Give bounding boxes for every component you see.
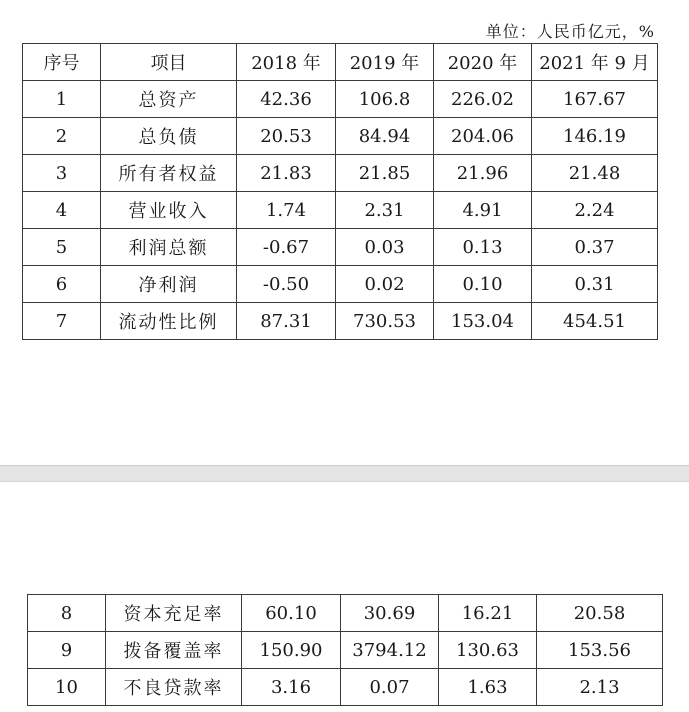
table-row [23,81,658,118]
cell-2018: 3.16 [242,669,341,706]
table-row [23,155,658,192]
cell-2021-sep: 21.48 [532,155,658,192]
cell-2018: 150.90 [242,632,341,669]
cell-2019: 0.02 [336,266,434,303]
table-row [28,632,663,669]
cell-2021-sep: 167.67 [532,81,658,118]
cell-index: 4 [23,192,101,229]
cell-2020: 204.06 [434,118,532,155]
cell-2019: 84.94 [336,118,434,155]
cell-2020: 1.63 [439,669,537,706]
cell-2019: 21.85 [336,155,434,192]
cell-2018: -0.50 [237,266,336,303]
table-row [28,669,663,706]
cell-2019: 30.69 [341,595,439,632]
cell-item: 总资产 [101,81,237,118]
cell-2018: 42.36 [237,81,336,118]
cell-index: 7 [23,303,101,340]
cell-2020: 153.04 [434,303,532,340]
cell-item: 不良贷款率 [106,669,242,706]
table-row [23,266,658,303]
header-cell-2021-sep: 2021 年 9 月 [532,44,658,81]
cell-2021-sep: 2.24 [532,192,658,229]
cell-index: 8 [28,595,106,632]
cell-2018: 60.10 [242,595,341,632]
page-break [0,465,689,482]
cell-2021-sep: 0.31 [532,266,658,303]
cell-item: 资本充足率 [106,595,242,632]
cell-item: 利润总额 [101,229,237,266]
cell-2019: 0.03 [336,229,434,266]
table-row [23,303,658,340]
cell-index: 1 [23,81,101,118]
cell-2018: -0.67 [237,229,336,266]
financial-table-page-1 [22,43,658,340]
header-cell-index: 序号 [23,44,101,81]
unit-label: 单位：人民币亿元，% [485,22,655,41]
header-cell-item: 项目 [101,44,237,81]
cell-index: 2 [23,118,101,155]
cell-index: 9 [28,632,106,669]
cell-2019: 3794.12 [341,632,439,669]
header-row [23,44,658,81]
cell-index: 3 [23,155,101,192]
table-row [23,192,658,229]
header-cell-2019: 2019 年 [336,44,434,81]
cell-2021-sep: 20.58 [537,595,663,632]
cell-item: 拨备覆盖率 [106,632,242,669]
cell-2020: 21.96 [434,155,532,192]
cell-index: 6 [23,266,101,303]
cell-2021-sep: 454.51 [532,303,658,340]
cell-2018: 21.83 [237,155,336,192]
cell-item: 所有者权益 [101,155,237,192]
header-cell-2020: 2020 年 [434,44,532,81]
cell-2018: 87.31 [237,303,336,340]
cell-2019: 730.53 [336,303,434,340]
cell-2021-sep: 2.13 [537,669,663,706]
cell-index: 5 [23,229,101,266]
cell-2021-sep: 146.19 [532,118,658,155]
table-row [23,229,658,266]
cell-2020: 226.02 [434,81,532,118]
cell-2018: 20.53 [237,118,336,155]
header-cell-2018: 2018 年 [237,44,336,81]
cell-item: 总负债 [101,118,237,155]
cell-2019: 106.8 [336,81,434,118]
cell-2019: 2.31 [336,192,434,229]
cell-item: 流动性比例 [101,303,237,340]
financial-table-page-2 [27,594,663,706]
cell-2019: 0.07 [341,669,439,706]
cell-2021-sep: 153.56 [537,632,663,669]
cell-2020: 0.10 [434,266,532,303]
table-row [28,595,663,632]
cell-item: 营业收入 [101,192,237,229]
cell-2020: 16.21 [439,595,537,632]
cell-2020: 130.63 [439,632,537,669]
cell-2020: 4.91 [434,192,532,229]
cell-index: 10 [28,669,106,706]
cell-2018: 1.74 [237,192,336,229]
cell-item: 净利润 [101,266,237,303]
table-row [23,118,658,155]
cell-2020: 0.13 [434,229,532,266]
cell-2021-sep: 0.37 [532,229,658,266]
